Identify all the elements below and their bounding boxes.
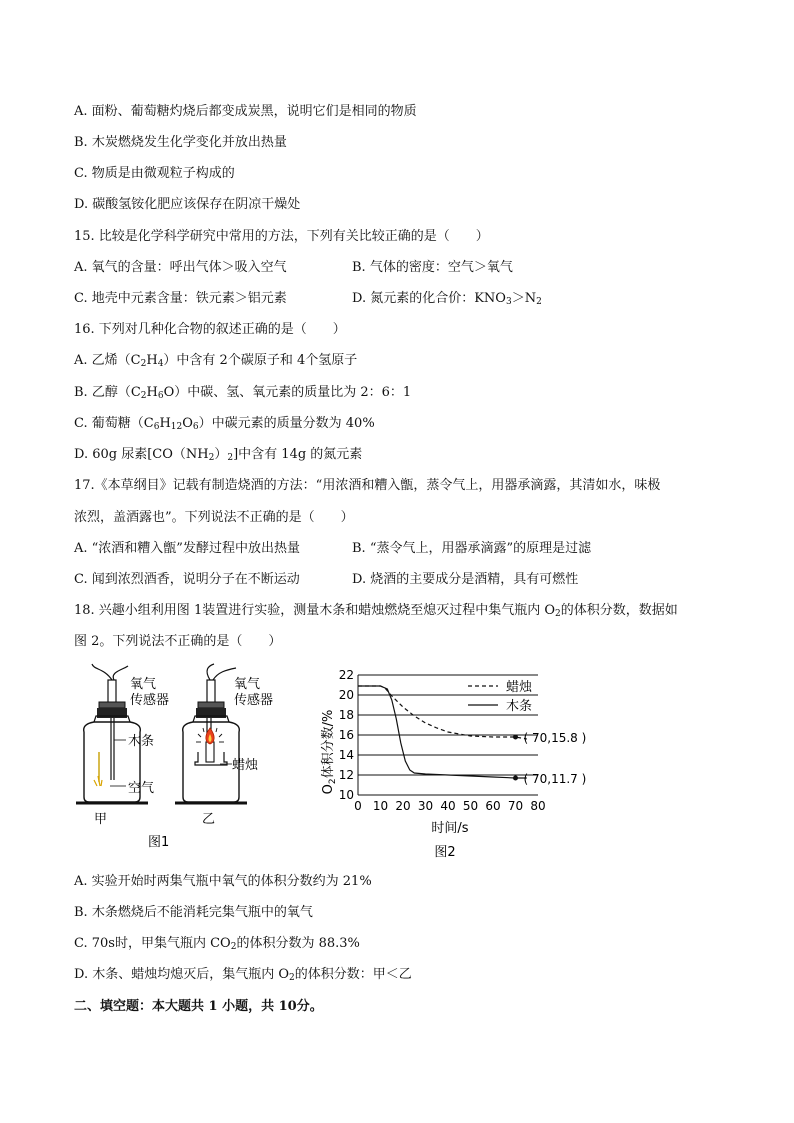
- series-line-candle: [358, 686, 527, 739]
- q16-option-d: [74, 447, 362, 466]
- q15-option-d: [352, 291, 542, 310]
- text: 的体积分数，数据如: [560, 603, 678, 618]
- text: H: [159, 416, 171, 431]
- y-tick-label: 20: [338, 688, 354, 702]
- subscript: 4: [157, 359, 164, 369]
- x-tick-label: 80: [530, 799, 546, 813]
- legend-label: 木条: [506, 699, 533, 714]
- annotation-label: ( 70,11.7 ): [523, 772, 587, 786]
- question-16-stem: 16. 下列对几种化合物的叙述正确的是（ ）: [74, 322, 346, 337]
- text: C. 葡萄糖（C: [74, 416, 154, 431]
- question-17-stem-line2: 浓烈，盖酒露也”。下列说法不正确的是（ ）: [74, 510, 354, 525]
- figure-1-apparatus: [70, 662, 290, 857]
- text: A. 乙烯（C: [74, 353, 141, 368]
- subscript: 2: [536, 297, 542, 307]
- subscript: 2: [208, 453, 215, 463]
- text: B. 乙醇（C: [74, 385, 141, 400]
- y-axis-label: [320, 710, 338, 795]
- annotation-point: [513, 735, 518, 740]
- chart-legend: [468, 679, 533, 714]
- q18-option-c: [74, 936, 360, 955]
- q16-option-c: [74, 416, 375, 435]
- x-tick-label: 40: [440, 799, 456, 813]
- subscript: 3: [505, 297, 512, 307]
- legend-label: 蜡烛: [506, 680, 533, 695]
- x-tick-label: 20: [395, 799, 411, 813]
- x-tick-label: 30: [417, 799, 434, 813]
- text: ＞N: [511, 291, 537, 306]
- text: D. 氮元素的化合价：KNO: [352, 291, 506, 306]
- chart-annotations: [513, 731, 586, 786]
- subscript: 2: [230, 942, 237, 952]
- question-18-stem-line1: [74, 603, 678, 622]
- q15-option-a: A. 氧气的含量：呼出气体＞吸入空气: [74, 260, 287, 275]
- q17-option-a: A. “浓酒和糟入甑”发酵过程中放出热量: [74, 541, 300, 556]
- y-tick-label: 14: [338, 748, 354, 762]
- series-line-wood: [358, 686, 527, 778]
- subscript: 2: [140, 359, 147, 369]
- q18-option-a: A. 实验开始时两集气瓶中氧气的体积分数约为 21%: [74, 874, 372, 889]
- label-jia: 甲: [94, 812, 108, 827]
- chart-series: [358, 686, 527, 778]
- x-tick-label: 60: [485, 799, 501, 813]
- x-tick-label: 50: [462, 799, 479, 813]
- text: H: [146, 353, 158, 368]
- subscript: 2: [227, 453, 234, 463]
- x-tick-label: 10: [372, 799, 389, 813]
- text: 的体积分数为 88.3%: [236, 936, 360, 951]
- q17-option-b: B. “蒸令气上，用器承滴露”的原理是过滤: [352, 541, 592, 556]
- x-axis-label: 时间/s: [431, 821, 469, 836]
- q18-option-d: [74, 967, 412, 986]
- q14-option-d: D. 碳酸氢铵化肥应该保存在阴凉干燥处: [74, 197, 301, 212]
- q16-option-a: [74, 353, 357, 372]
- sensor-label-jia-2: 传感器: [130, 693, 170, 708]
- text: H: [146, 385, 158, 400]
- annotation-point: [513, 776, 518, 781]
- ylabel-part: O: [321, 784, 336, 795]
- text: ]中含有 14g 的氮元素: [233, 447, 363, 462]
- text: 18. 兴趣小组利用图 1装置进行实验，测量木条和蜡烛燃烧至熄灭过程中集气瓶内 O: [74, 603, 556, 618]
- subscript: 2: [555, 609, 561, 619]
- label-air: 空气: [128, 781, 155, 796]
- subscript: 12: [170, 422, 183, 432]
- q18-option-b: B. 木条燃烧后不能消耗完集气瓶中的氧气: [74, 905, 313, 920]
- x-tick-label: 70: [507, 799, 524, 813]
- text: O）中碳、氢、氧元素的质量比为 2：6：1: [163, 385, 412, 400]
- q16-option-b: [74, 385, 411, 404]
- figure-1-caption: 图1: [148, 835, 170, 850]
- annotation-label: ( 70,15.8 ): [523, 731, 587, 745]
- question-17-stem-line1: 17.《本草纲目》记载有制造烧酒的方法：“用浓酒和糟入甑，蒸令气上，用器承滴露，其清如水，味极: [74, 478, 661, 493]
- label-yi: 乙: [202, 812, 216, 827]
- label-wood: 木条: [128, 734, 155, 749]
- text: 的体积分数：甲＜乙: [294, 967, 412, 982]
- text: ）中含有 2个碳原子和 4个氢原子: [163, 353, 358, 368]
- subscript: 6: [157, 391, 164, 401]
- section-2-heading: 二、填空题：本大题共 1 小题，共 10分。: [74, 999, 323, 1014]
- figure-2-chart: [300, 662, 620, 862]
- ylabel-subscript: 2: [328, 778, 338, 785]
- text: ）中碳元素的质量分数为 40%: [198, 416, 375, 431]
- q14-option-c: C. 物质是由微观粒子构成的: [74, 166, 235, 181]
- q15-option-b: B. 气体的密度：空气＞氧气: [352, 260, 513, 275]
- sensor-label-yi-2: 传感器: [234, 693, 274, 708]
- q14-option-b: B. 木炭燃烧发生化学变化并放出热量: [74, 135, 287, 150]
- subscript: 2: [289, 973, 295, 983]
- y-tick-label: 12: [338, 768, 354, 782]
- q17-option-d: D. 烧酒的主要成分是酒精，具有可燃性: [352, 572, 579, 587]
- sensor-label-yi-1: 氧气: [234, 677, 261, 692]
- figure-2-caption: 图2: [434, 845, 456, 860]
- text: D. 60g 尿素[CO（NH: [74, 447, 209, 462]
- sensor-label-jia-1: 氧气: [130, 677, 157, 692]
- subscript: 6: [153, 422, 160, 432]
- q15-option-c: C. 地壳中元素含量：铁元素＞铝元素: [74, 291, 287, 306]
- ylabel-part: 体积分数/%: [321, 709, 336, 779]
- question-18-stem-line2: 图 2。下列说法不正确的是（ ）: [74, 634, 282, 649]
- subscript: 6: [192, 422, 199, 432]
- y-tick-label: 10: [338, 788, 354, 802]
- y-tick-label: 18: [338, 708, 354, 722]
- y-tick-label: 22: [338, 668, 354, 682]
- q14-option-a: A. 面粉、葡萄糖灼烧后都变成炭黑，说明它们是相同的物质: [74, 104, 417, 119]
- subscript: 2: [140, 391, 147, 401]
- text: C. 70s时，甲集气瓶内 CO: [74, 936, 231, 951]
- text: O: [182, 416, 193, 431]
- question-15-stem: 15. 比较是化学科学研究中常用的方法，下列有关比较正确的是（ ）: [74, 229, 489, 244]
- x-tick-label: 0: [354, 799, 362, 813]
- q17-option-c: C. 闻到浓烈酒香，说明分子在不断运动: [74, 572, 300, 587]
- text: ）: [214, 447, 228, 462]
- y-tick-label: 16: [338, 728, 354, 742]
- text: D. 木条、蜡烛均熄灭后，集气瓶内 O: [74, 967, 290, 982]
- label-candle: 蜡烛: [232, 758, 259, 773]
